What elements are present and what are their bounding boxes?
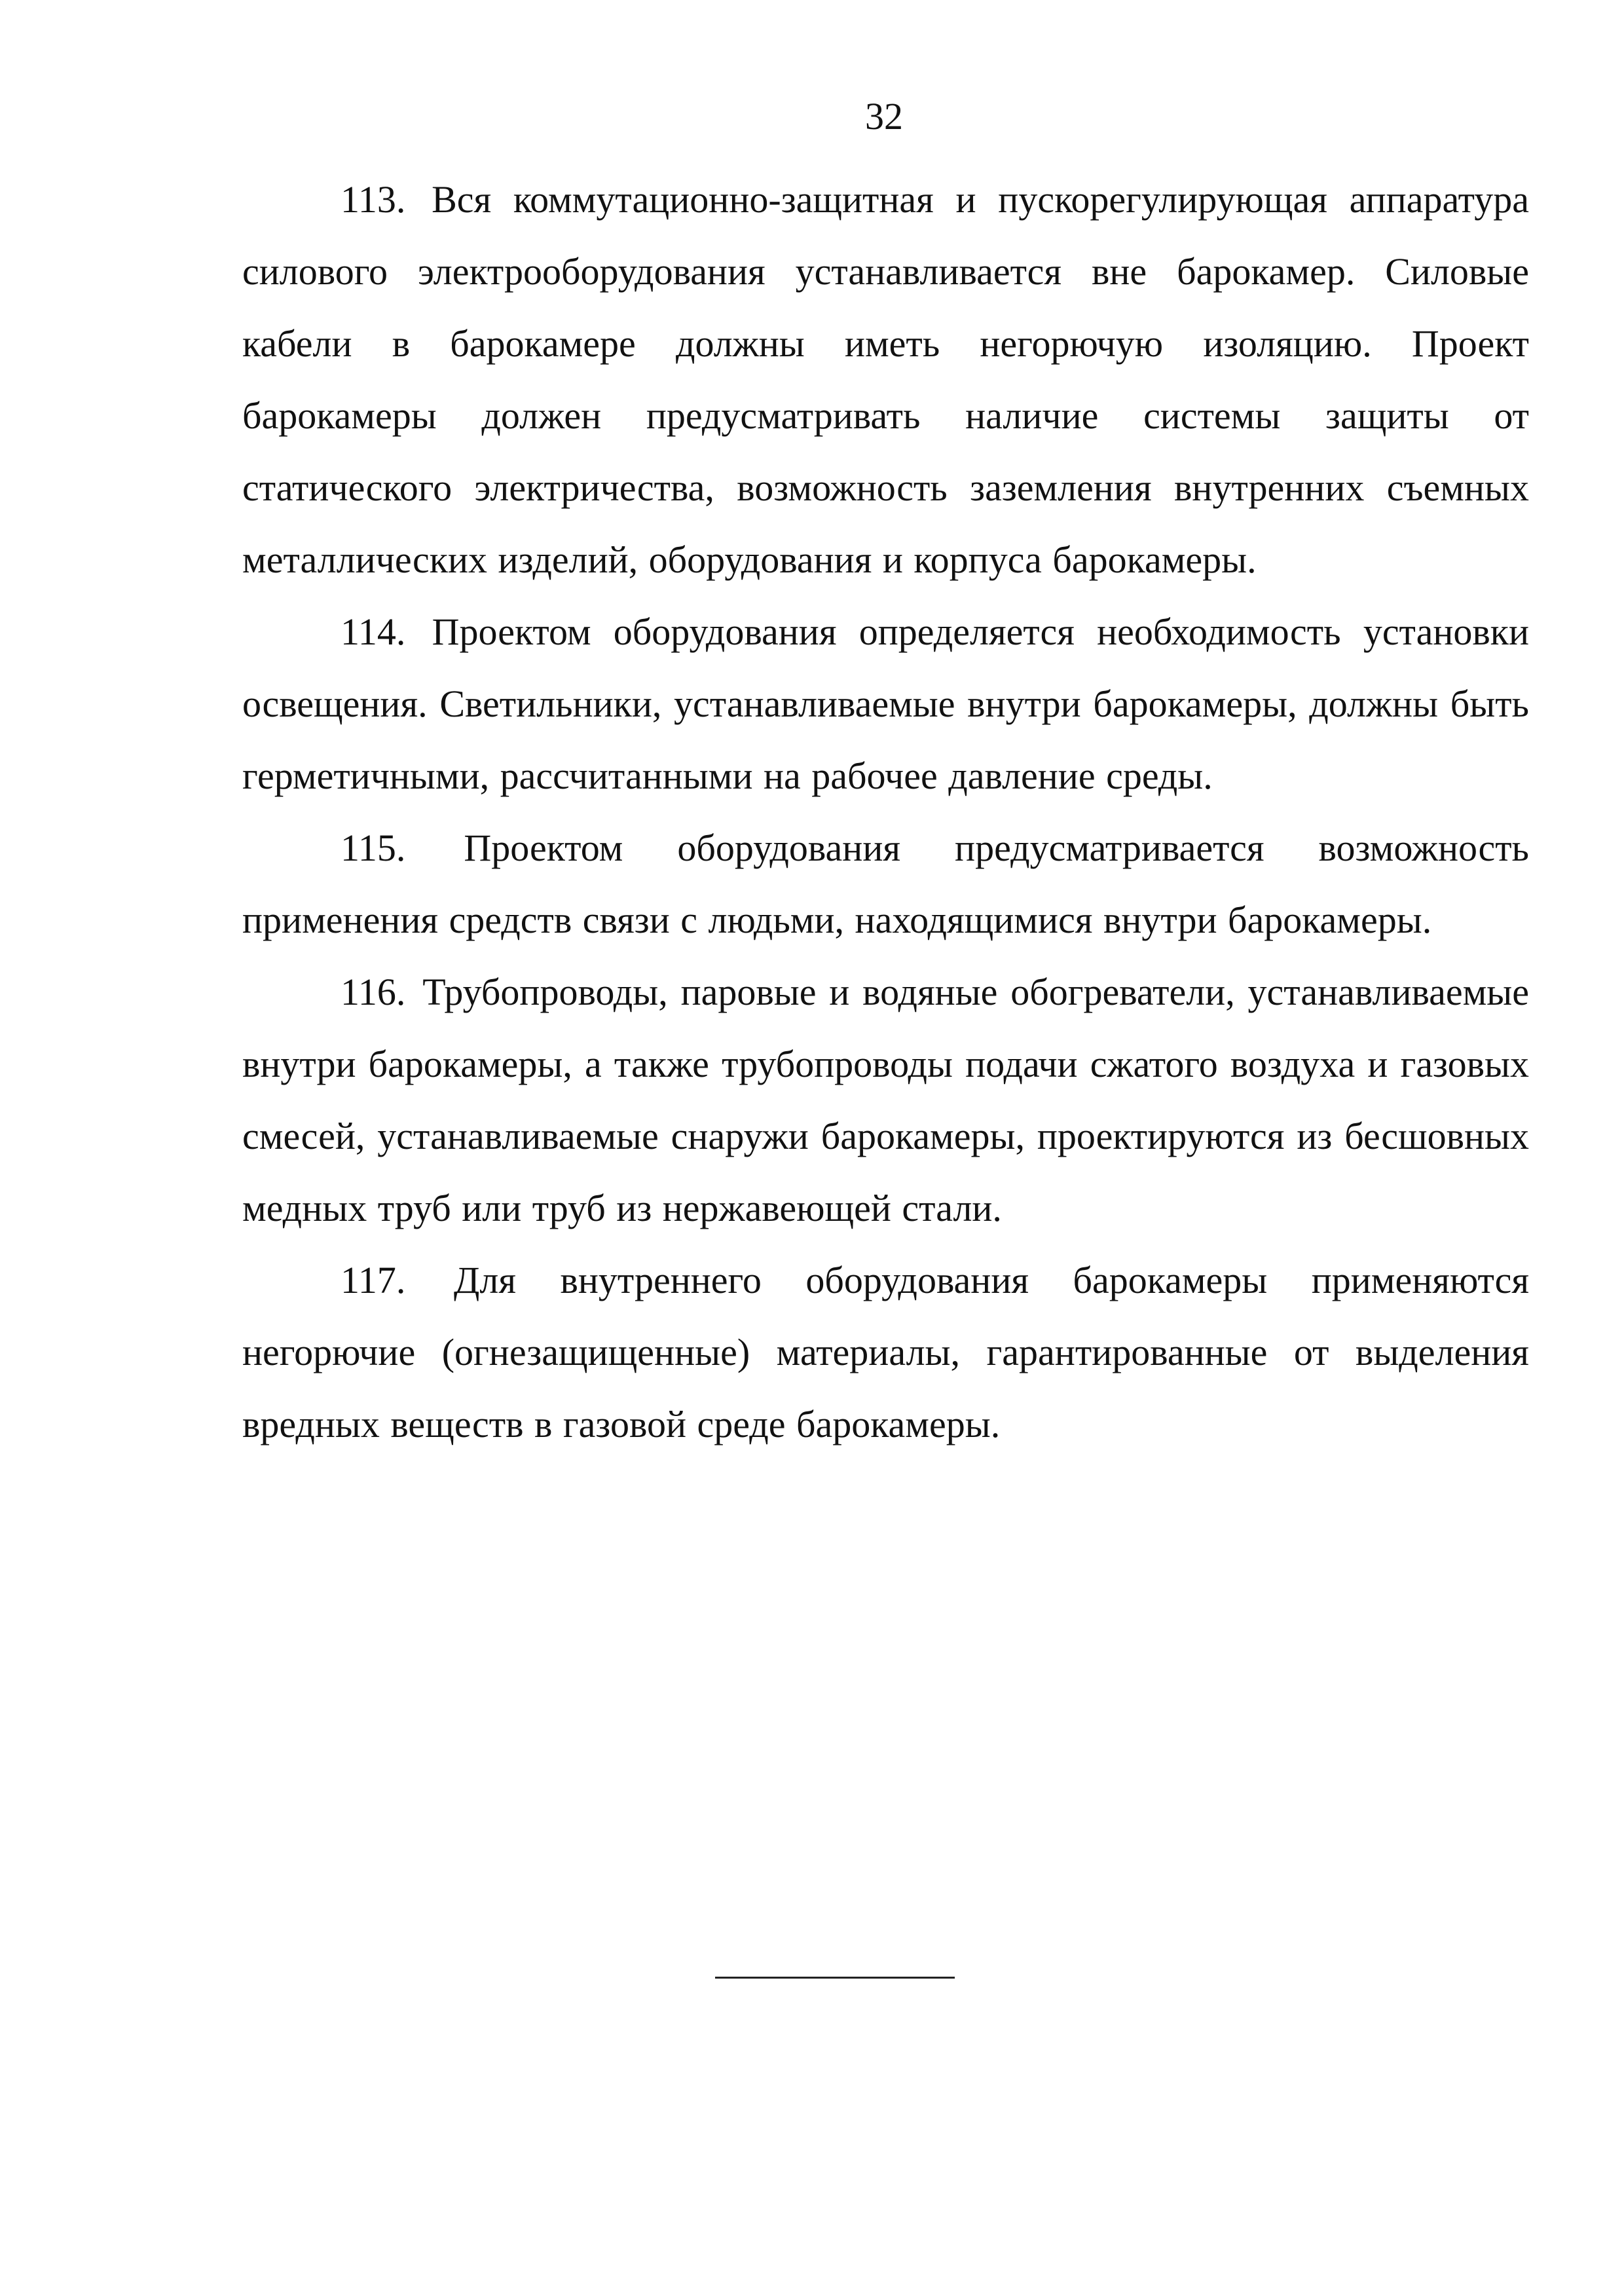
paragraph-text: Проектом оборудования предусматривается возможность применения средств связи с людьми, находящимися внутри барокамеры. bbox=[242, 827, 1529, 941]
document-body bbox=[242, 164, 1529, 1461]
paragraph-117 bbox=[242, 1244, 1529, 1461]
paragraph-text: Для внутреннего оборудования барокамеры применяются негорючие (огнезащищенные) материалы, гарантированные от выделения вредных веществ в газовой среде барокамеры. bbox=[242, 1259, 1529, 1445]
paragraph-number: 117. bbox=[341, 1259, 406, 1301]
paragraph-text: Трубопроводы, паровые и водяные обогреватели, устанавливаемые внутри барокамеры, а также трубопроводы подачи сжатого воздуха и газовых смесей, устанавливаемые снаружи барокамеры, проектируются из бесшовных медных труб или труб из нержавеющей стали. bbox=[242, 971, 1530, 1229]
paragraph-113 bbox=[242, 164, 1529, 596]
paragraph-116 bbox=[242, 956, 1529, 1244]
paragraph-text: Вся коммутационно-защитная и пускорегулирующая аппаратура силового электрооборудования устанавливается вне барокамер. Силовые кабели в барокамере должны иметь негорючую изоляцию. Проект барокамеры должен предусматривать наличие системы защиты от статического электричества, возможность заземления внутренних съемных металлических изделий, оборудования и корпуса барокамеры. bbox=[242, 178, 1530, 581]
paragraph-number: 116. bbox=[341, 971, 406, 1013]
paragraph-115 bbox=[242, 812, 1529, 956]
paragraph-number: 113. bbox=[341, 178, 406, 221]
page-number: 32 bbox=[865, 95, 903, 138]
end-of-document-rule bbox=[715, 1977, 955, 1979]
paragraph-number: 115. bbox=[341, 827, 406, 869]
paragraph-text: Проектом оборудования определяется необходимость установки освещения. Светильники, устанавливаемые внутри барокамеры, должны быть герметичными, рассчитанными на рабочее давление среды. bbox=[242, 610, 1529, 797]
paragraph-114 bbox=[242, 596, 1529, 812]
paragraph-number: 114. bbox=[341, 610, 406, 653]
